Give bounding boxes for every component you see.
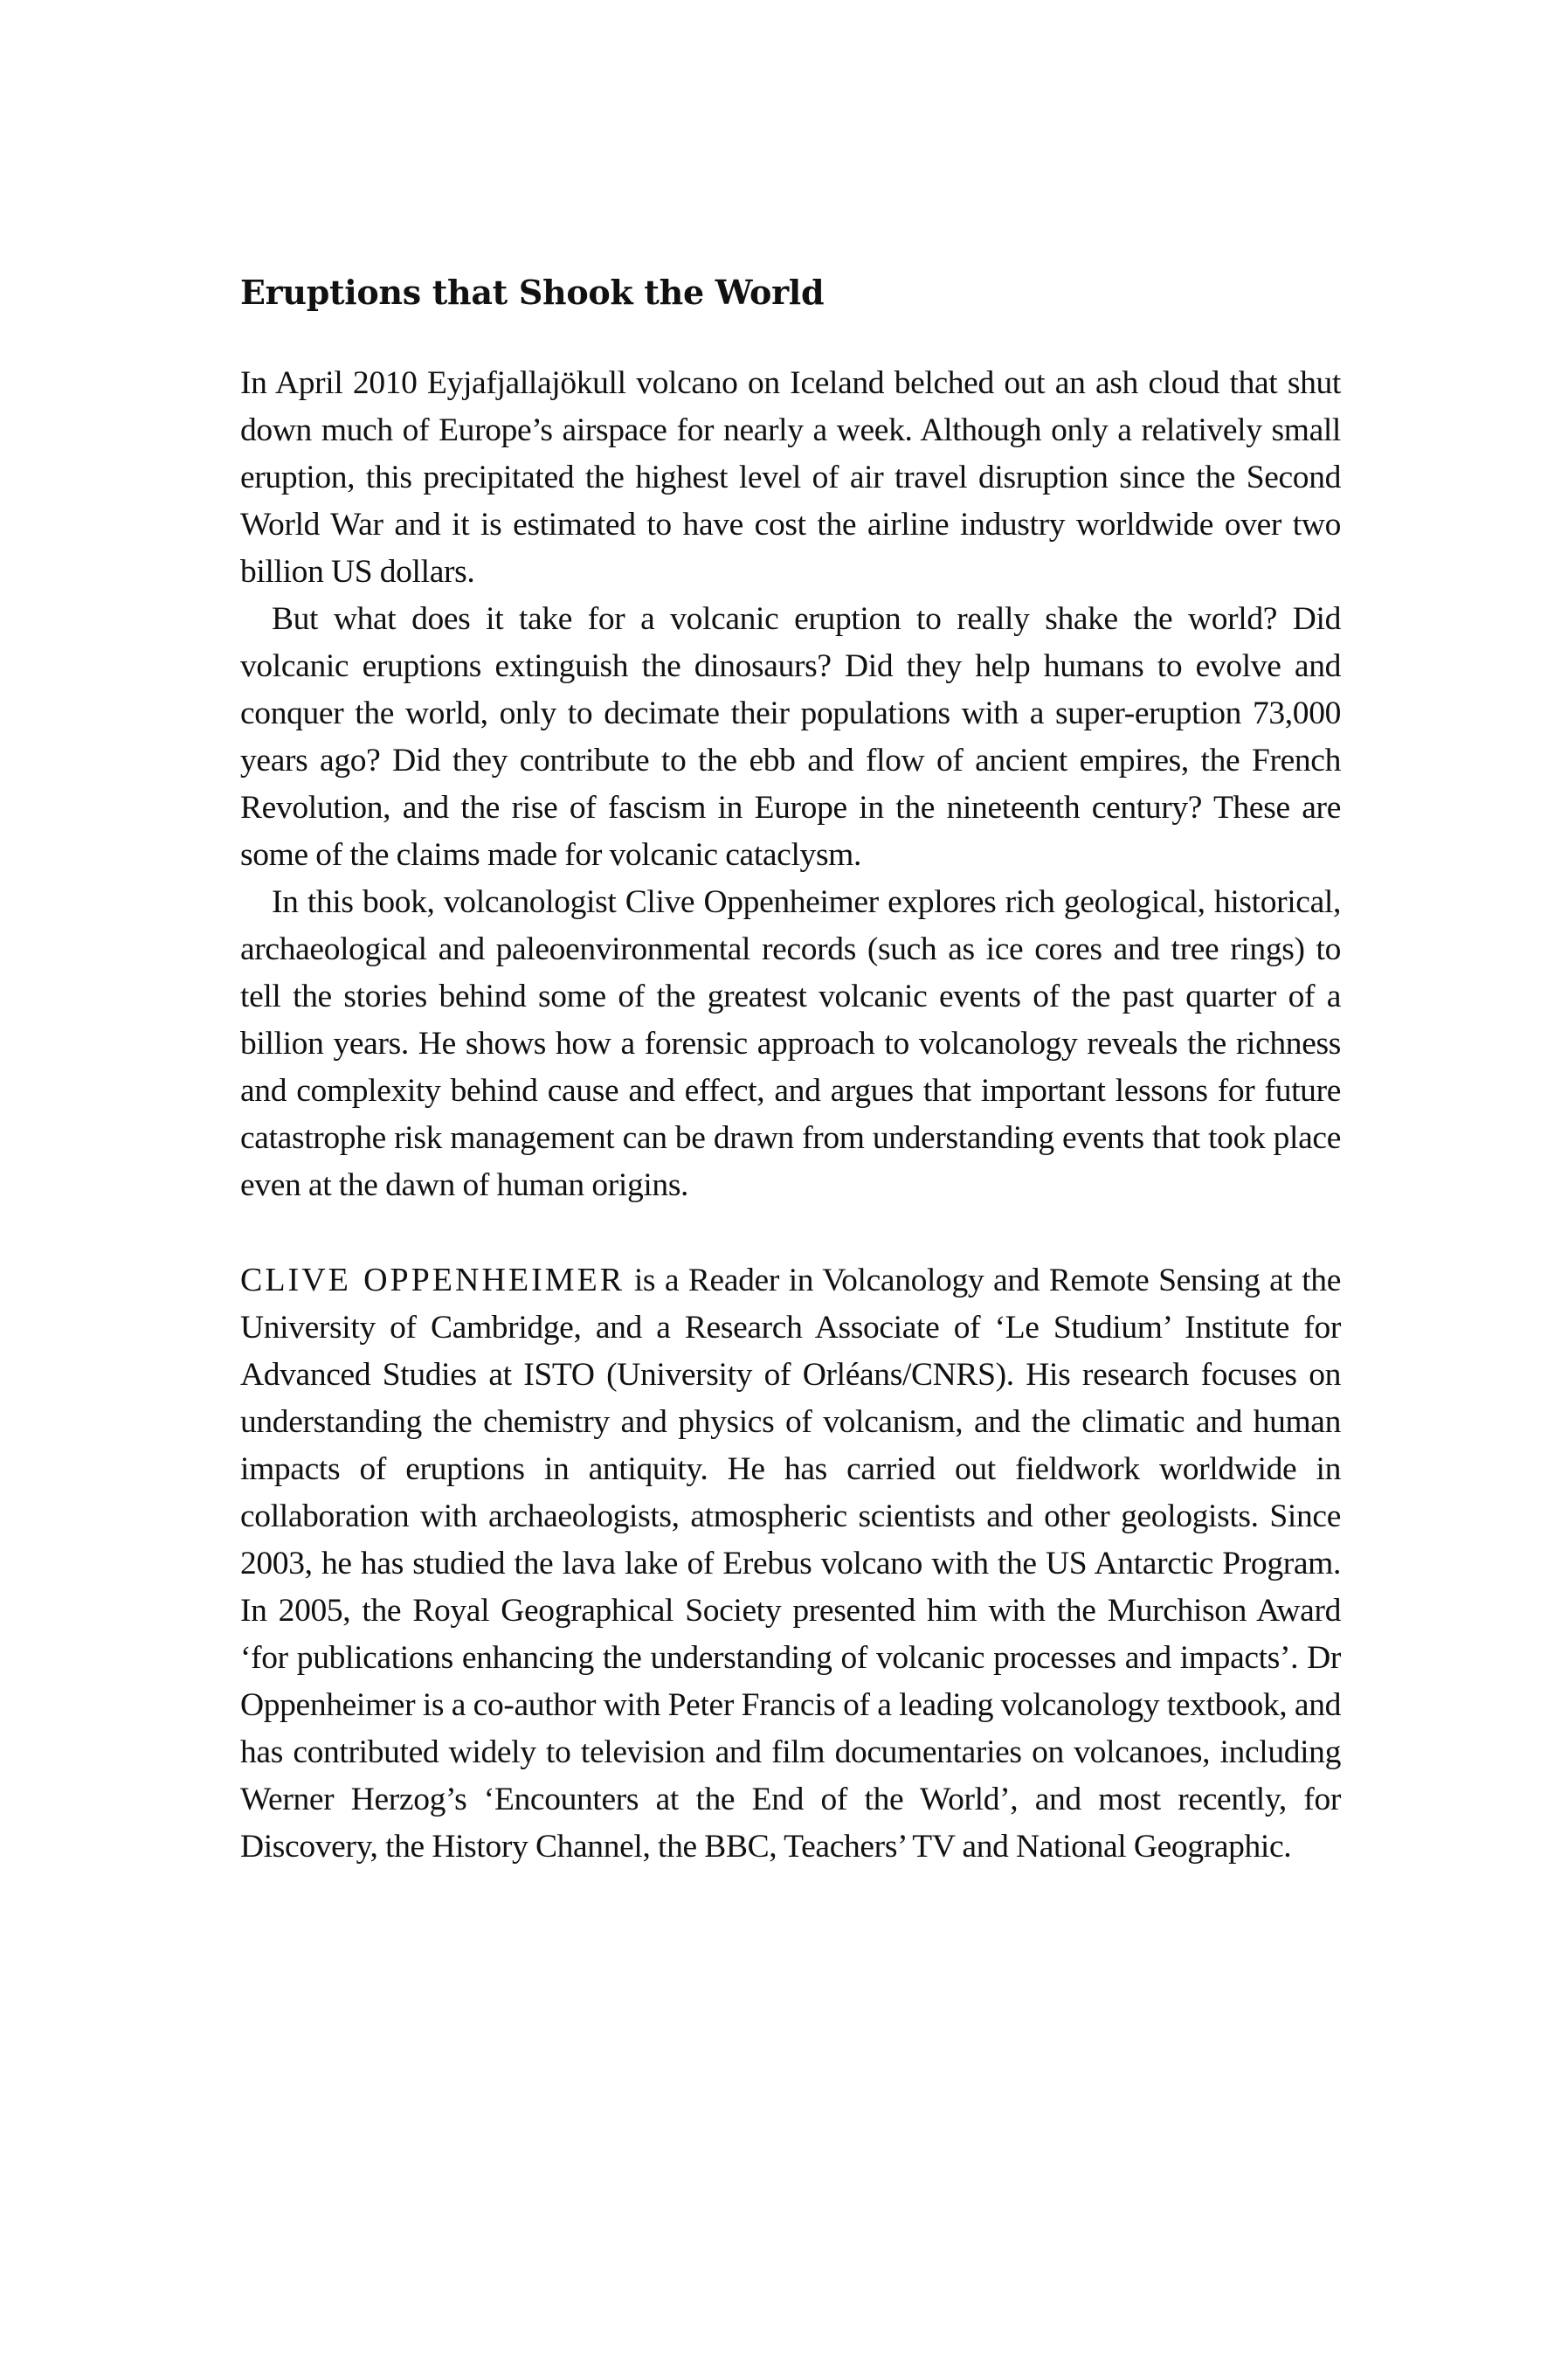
blurb-paragraph-3: In this book, volcanologist Clive Oppenheimer explores rich geological, historical, archaeological and paleoenvironmental records (such as ice cores and tree rings) to tell the stories behind some of the greatest volcanic events of the past quarter of a billion years. He shows how a forensic approach to volcanology reveals the richness and complexity behind cause and effect, and argues that important lessons for future catastrophe risk management can be drawn from understanding events that took place even at the dawn of human origins. [240,884,1341,1203]
author-name: CLIVE OPPENHEIMER [240,1262,625,1298]
book-title: Eruptions that Shook the World [240,273,825,312]
author-bio [240,1256,1341,1871]
book-blurb-page [240,271,1341,1871]
blurb-paragraph-2: But what does it take for a volcanic eruption to really shake the world? Did volcanic eruptions extinguish the dinosaurs? Did they help humans to evolve and conquer the world, only to decimate their populations with a super-eruption 73,000 years ago? Did they contribute to the ebb and flow of ancient empires, the French Revolution, and the rise of fascism in Europe in the nineteenth century? These are some of the claims made for volcanic cataclysm. [240,601,1341,873]
author-bio-text: is a Reader in Volcanology and Remote Sensing at the University of Cambridge, and a Research Associate of ‘Le Studium’ Institute for Advanced Studies at ISTO (University of Orléans/CNRS). His research focuses on understanding the chemistry and physics of volcanism, and the climatic and human impacts of eruptions in antiquity. He has carried out fieldwork worldwide in collaboration with archaeologists, atmospheric scientists and other geologists. Since 2003, he has studied the lava lake of Erebus volcano with the US Antarctic Program. In 2005, the Royal Geographical Society presented him with the Murchison Award ‘for publications enhancing the understanding of volcanic processes and impacts’. Dr Oppenheimer is a co-author with Peter Francis of a leading volcanology textbook, and has contributed widely to television and film documentaries on volcanoes, including Werner Herzog’s ‘Encounters at the End of the World’, and most recently, for Discovery, the History Channel, the BBC, Teachers’ TV and National Geographic. [240,1263,1341,1865]
blurb-paragraph-1: In April 2010 Eyjafjallajökull volcano on Iceland belched out an ash cloud that shut down much of Europe’s airspace for nearly a week. Although only a relatively small eruption, this precipitated the highest level of air travel disruption since the Second World War and it is estimated to have cost the airline industry worldwide over two billion US dollars. [240,365,1341,590]
